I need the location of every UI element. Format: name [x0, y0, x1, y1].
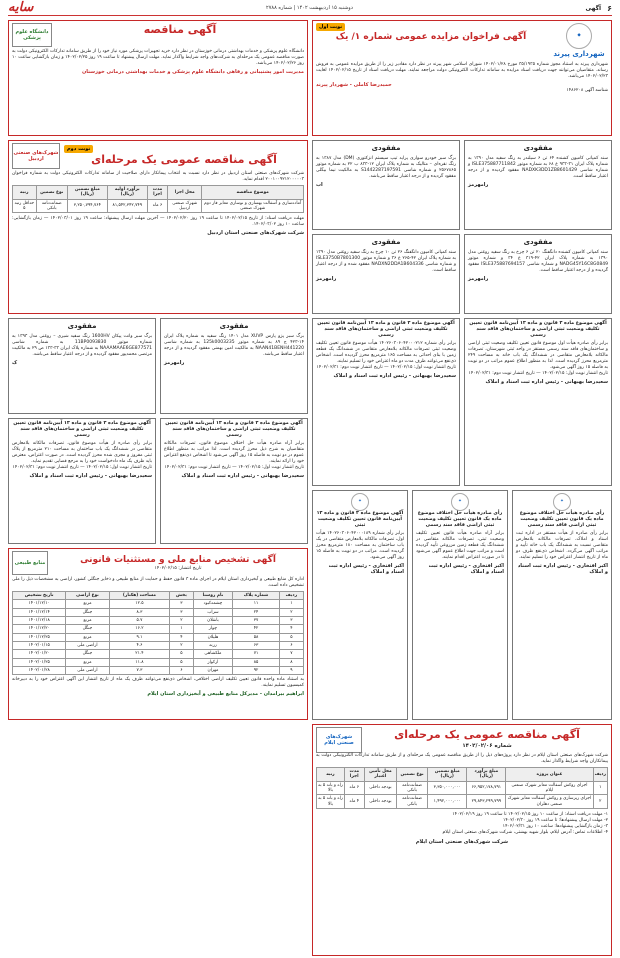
lost-doc-title: مفقودی: [371, 144, 401, 152]
page-header: [8, 2, 612, 16]
notice-sign: سعیدرضا بهبهانی - رئیس اداره ثبت اسناد و املاک: [333, 372, 456, 379]
land-notice-body: برابر رأی شماره ۱۴۰۲۶۰۳۰۶۰۴۲۰۰۰۱۸۹ هیأت اول، تصرفات مالکانه بلامعارض متقاضی در یک باب ساختمان به مساحت ۱۸۰ مترمربع محرز گردیده است. مراتب در دو نوبت به فاصله ۱۵ روز آگهی می‌شود.: [316, 530, 404, 560]
registry-emblem-icon: ✦: [553, 493, 571, 511]
lost-doc-body: برگ سبز پژو پارس XUVP مدل ۱۴۰۱ رنگ سفید به شماره پلاک ایران ۱۴-۴۲۳ ج ۸۹ به شماره موتور 125k0003235 به شماره شاسی NAAN41BENH441220 به مالکیت امین بهمنی مفقود گردیده و از درجه اعتبار ساقط می‌باشد.: [164, 333, 305, 357]
table-cell: ۱: [593, 781, 607, 795]
ilam-tender-ad: [312, 724, 612, 956]
table-cell: ۶ ماه: [147, 199, 167, 213]
table-cell: اجرای زیرسازی و روکش آسفالت معابر شهرک صنعتی دهلران: [507, 796, 592, 807]
table-cell: ۱۴۰۱/۱۲/۲۰: [13, 625, 66, 633]
auction-signature: حمیدرضا کاملی - شهردار پیرند: [316, 81, 392, 88]
ilam-table: [316, 767, 608, 809]
table-cell: ۶: [170, 667, 193, 675]
municipality-logo: ◆: [566, 23, 592, 49]
lost-doc-sign: رامهرمز: [316, 275, 337, 282]
table-cell: ۲۹,۸۴۳,۲۹۹,۷۹۹: [467, 795, 506, 809]
land-notice-1: [512, 490, 612, 720]
land-notice-body: برابر آراء صادره هیأت قانون تعیین تکلیف وضعیت ثبتی، تصرفات مالکانه متقاضی در ششدانگ یک قطعه زمین مزروعی تأیید گردیده است و مراتب جهت اطلاع عموم آگهی می‌شود تا در صورت اعتراض اقدام نمایند.: [416, 530, 504, 560]
table-cell: ضمانت‌نامه بانکی: [397, 795, 428, 809]
ardabil-signature: شرکت شهرک‌های صنعتی استان اردبیل: [207, 230, 304, 237]
issue-date: دوشنبه ۱۵ اردیبهشت ۱۴۰۲ | شماره ۲۷۸۸: [266, 5, 353, 12]
lost-doc-4: [312, 234, 460, 314]
table-cell: ۱۱.۸: [109, 658, 170, 666]
table-header-cell: ردیف: [279, 591, 303, 599]
table-header-cell: عنوان پروژه: [506, 767, 593, 781]
ilam-logo: شهرک‌های صنعتی ایلام: [316, 727, 362, 753]
table-cell: ۳,۲۵۰,۷۹۴,۷۶۴: [67, 199, 107, 213]
table-header-cell: تاریخ تشخیص: [13, 591, 66, 599]
table-row: [13, 667, 304, 675]
registry-notice-3: [8, 418, 156, 544]
lost-doc-sign: اب: [316, 181, 323, 188]
table-header-cell: مدت اجرا: [344, 767, 364, 781]
lost-doc-title: مفقودی: [523, 238, 553, 246]
table-header-cell: نوع اراضی: [66, 591, 109, 599]
table-cell: ۶ ماه: [344, 781, 364, 795]
table-cell: حداقل رتبه ۵: [14, 200, 35, 211]
table-cell: ۱: [279, 600, 303, 608]
table-cell: آماده‌سازی و آسفالت بهسازی و نوسازی معابر فاز دوم شهرک صنعتی: [202, 199, 304, 213]
table-cell: ۷: [279, 650, 303, 658]
land-notice-sign: اکبر افتخاری - رئیس اداره ثبت اسناد و املاک: [428, 562, 504, 575]
table-cell: جنگل: [66, 625, 109, 633]
table-cell: ۱۴۰۱/۱۲/۱۰: [13, 600, 66, 608]
table-row: [13, 650, 304, 658]
table-cell: بودجه داخلی: [364, 795, 396, 809]
ardabil-details: مهلت دریافت اسناد: از تاریخ ۱۴۰۲/۰۲/۱۵ تا ساعت ۱۹ روز ۱۴۰۲/۰۲/۲۰ — آخرین مهلت ارسال پیشنهاد: ساعت ۱۹ روز ۱۴۰۲/۰۳/۰۱ — زمان بازگشایی: ساعت ۱۰ روز ۱۴۰۲/۰۳/۰۲.: [12, 216, 304, 228]
university-logo: دانشگاه علوم پزشکی: [12, 23, 52, 47]
tender-signature: مدیریت امور پشتیبانی و رفاهی دانشگاه علوم پزشکی و خدمات بهداشتی درمانی خوزستان: [82, 68, 304, 75]
table-cell: ۳: [170, 608, 193, 616]
table-header-cell: شماره پلاک: [233, 591, 279, 599]
tender-title: آگهی مناقصه: [143, 23, 217, 36]
table-cell: ۱: [170, 625, 193, 633]
table-cell: ۲: [170, 616, 193, 624]
land-notice-title: رأی صادره هیأت حل اختلاف موضوع ماده یک قانون تعیین تکلیف وضعیت ثبتی اراضی فاقد سند رسمی: [519, 511, 605, 528]
table-header-cell: محل اجرا: [168, 185, 202, 199]
table-cell: ۷.۳: [109, 667, 170, 675]
lost-doc-title: مفقودی: [523, 144, 553, 152]
table-cell: شهرک صنعتی اردبیل: [168, 199, 202, 213]
page-number: ۶: [607, 3, 612, 13]
municipality-name: شهرداری پیرند: [553, 50, 605, 58]
table-row: [317, 795, 608, 809]
lost-doc-5: [8, 318, 156, 414]
notice-title: آگهی موضوع ماده ۳ قانون و ماده ۱۳ آیین‌نامه قانون تعیین تکلیف وضعیت ثبتی اراضی و ساختمان‌های فاقد سند رسمی: [165, 421, 303, 438]
lost-doc-title: مفقودی: [371, 238, 401, 246]
table-cell: ۳۷: [233, 616, 279, 624]
table-cell: مهران: [193, 667, 233, 675]
lost-doc-sign: ک: [12, 359, 18, 366]
ilam-signature: شرکت شهرک‌های صنعتی استان ایلام: [415, 838, 509, 845]
table-cell: ۲۴: [233, 608, 279, 616]
notice-sign: سعیدرضا بهبهانی - رئیس اداره ثبت اسناد و املاک: [181, 472, 304, 479]
land-notice-body: برابر رأی صادره از هیأت مستقر در اداره ثبت اسناد و املاک، تصرفات مالکانه بلامعارض متقاضی نسبت به ششدانگ یک باب خانه تأیید و مراتب آگهی می‌گردد. اشخاص ذی‌نفع ظرف دو ماه از تاریخ انتشار اعتراض خود را تسلیم نمایند.: [516, 530, 608, 560]
lost-doc-1: [464, 140, 612, 230]
table-header-cell: موضوع مناقصه: [202, 185, 304, 199]
table-header-cell: مبلغ تضمین (ریال): [67, 185, 107, 199]
table-header-cell: نام روستا: [193, 591, 233, 599]
table-cell: ۵۸: [233, 633, 279, 641]
table-cell: ۳: [279, 616, 303, 624]
table-cell: اجرای روکش آسفالت معابر شهرک صنعتی ایلام: [506, 781, 593, 795]
ads-grid: [8, 20, 612, 958]
lost-doc-sign: رامهرمز: [468, 275, 489, 282]
table-header-cell: بخش: [170, 591, 193, 599]
table-row: [13, 616, 304, 624]
table-cell: ۵: [170, 658, 193, 666]
table-cell: چشمه‌کبود: [193, 600, 233, 608]
table-cell: ۸: [279, 658, 303, 666]
table-cell: ۵: [170, 650, 193, 658]
natural-resources-signature: ابراهیم بیرامدان - مدیرکل منابع طبیعی و آبخیزداری استان ایلام: [147, 691, 304, 698]
natural-resources-title: آگهی تشخیص منابع ملی و مستثنیات قانونی: [80, 555, 276, 566]
table-cell: ۴۲: [233, 625, 279, 633]
ilam-tender-number: شماره ۱۴۰۲/۰۲/۰۶: [462, 743, 512, 750]
ilam-note-item: ۳- زمان بازگشایی پیشنهادها: ساعت ۱۰ روز ۱۴۰۲/۰۲/۳۱: [502, 823, 608, 829]
table-row: [13, 608, 304, 616]
table-cell: راه و باند ۵ به بالا: [318, 796, 343, 807]
round-badge: نوبت اول: [316, 23, 345, 31]
table-cell: هلیلان: [193, 633, 233, 641]
table-cell: مرتع: [66, 600, 109, 608]
table-cell: ۹۲: [233, 667, 279, 675]
ardabil-tender-ad: [8, 140, 308, 314]
lost-doc-2: [312, 140, 460, 230]
land-notice-sign: اکبر افتخاری - رئیس اداره ثبت اسناد و املاک: [517, 562, 608, 575]
table-cell: ۹: [279, 667, 303, 675]
land-notice-title: رأی صادره هیأت حل اختلاف موضوع ماده یک قانون تعیین تکلیف وضعیت ثبتی اراضی فاقد سند رسمی: [417, 511, 503, 528]
land-notice-title: آگهی موضوع ماده ۳ قانون و ماده ۱۳ آیین‌نامه قانون تعیین تکلیف وضعیت ثبتی: [316, 511, 404, 528]
lost-doc-title: مفقودی: [219, 322, 249, 330]
round-badge: نوبت دوم: [64, 145, 93, 153]
notice-body: برابر آراء صادره هیأت حل اختلاف موضوع قانون، تصرفات مالکانه متقاضیان به شرح ذیل محرز گردیده است. لذا مراتب به منظور اطلاع عموم در دو نوبت به فاصله ۱۵ روز آگهی می‌شود تا اشخاص ذی‌نفع اعتراض خود را ارائه نمایند.: [164, 440, 304, 464]
auction-footer: شناسه آگهی ۱۴۸۶۲۰۸: [566, 87, 608, 93]
table-row: [13, 600, 304, 608]
tender-ad: [8, 20, 308, 136]
ilam-intro: شرکت شهرک‌های صنعتی استان ایلام در نظر دارد پروژه‌های ذیل را از طریق مناقصه عمومی یک مرحله‌ای و از طریق سامانه تدارکات الکترونیکی دولت به پیمانکاران واجد شرایط واگذار نماید.: [316, 753, 608, 764]
notice-dates: تاریخ انتشار نوبت اول: ۱۴۰۲/۰۲/۱۵ — تاریخ انتشار نوبت دوم: ۱۴۰۲/۰۲/۳۱: [164, 464, 304, 470]
lost-doc-3: [464, 234, 612, 314]
ilam-note-item: ۴- اطلاعات تماس: آدرس ایلام، بلوار شهید بهشتی، شرکت شهرک‌های صنعتی استان ایلام: [442, 829, 608, 835]
notice-body: برابر رأی شماره ۱۴۰۲۶۰۳۰۶۰۴۲۰۰۰۲۱۲ هیأت موضوع قانون تعیین تکلیف وضعیت ثبتی تصرفات مالکانه بلامعارض متقاضی در ششدانگ یک قطعه زمین با بنای احداثی به مساحت ۱۶۵ مترمربع محرز گردیده است. اشخاص ذی‌نفع می‌توانند ظرف مدت دو ماه اعتراض خود را تسلیم نمایند.: [316, 340, 457, 364]
registry-emblem-icon: ✦: [451, 493, 469, 511]
auction-ad: [312, 20, 612, 136]
table-cell: ۱,۴۹۲,۰۰۰,۰۰۰: [428, 795, 467, 809]
table-cell: ۲: [170, 642, 193, 650]
table-cell: ۸۵: [233, 658, 279, 666]
table-cell: مرتع: [66, 616, 109, 624]
table-cell: بانقلان: [193, 616, 233, 624]
land-notice-sign: اکبر افتخاری - رئیس اداره ثبت اسناد و املاک: [328, 562, 404, 575]
table-cell: سراب: [193, 608, 233, 616]
table-cell: ۱۴۰۲/۰۱/۲۸: [13, 667, 66, 675]
lost-doc-body: برگ سبز خودرو سواری پراید تیپ سیستم انژکتوری (DM) مدل ۱۳۸۷ به رنگ نقره‌ای – متالیک به شماره پلاک ایران ۱۲-۸۳۳ ب ۲۲ به شماره موتور ۲۵۶۷۸۶۵ و شماره شاسی S1442287197591 به مالکیت نیما بیگلی مفقود گردیده و از درجه اعتبار ساقط می‌باشد.: [316, 155, 456, 179]
newspaper-logo: سایه: [8, 0, 34, 16]
table-cell: ۷۱: [233, 650, 279, 658]
notice-sign: سعیدرضا بهبهانی - رئیس اداره ثبت اسناد و املاک: [485, 378, 608, 385]
table-row: [13, 658, 304, 666]
lost-doc-sign: رامهرمز: [164, 359, 185, 366]
notice-body: برابر رأی صادره هیأت اول موضوع قانون تعیین تکلیف وضعیت ثبتی اراضی و ساختمان‌های فاقد سند رسمی مستقر در واحد ثبتی شهرستان، تصرفات مالکانه بلامعارض متقاضی در ششدانگ یک باب خانه به مساحت ۲۴۹ مترمربع محرز گردیده است. لذا به منظور اطلاع عموم مراتب در دو نوبت به فاصله ۱۵ روز آگهی می‌شود.: [468, 340, 608, 370]
table-cell: ۸.۳: [109, 608, 170, 616]
table-cell: ملکشاهی: [193, 650, 233, 658]
notice-title: آگهی موضوع ماده ۳ قانون و ماده ۱۳ آیین‌نامه قانون تعیین تکلیف وضعیت ثبتی اراضی و ساختمان‌های فاقد سند رسمی: [469, 321, 607, 338]
table-cell: ۱۴۰۱/۱۲/۱۸: [13, 616, 66, 624]
table-cell: ارکواز: [193, 658, 233, 666]
table-cell: ۳: [170, 600, 193, 608]
table-header-cell: مدت اجرا: [147, 185, 167, 199]
table-cell: ۱۴۰۱/۱۲/۱۴: [13, 608, 66, 616]
lost-doc-sign: رامهرمز: [468, 181, 489, 188]
land-notice-3: [312, 490, 408, 720]
table-cell: ۱۴۰۲/۰۱/۱۵: [13, 642, 66, 650]
table-cell: ۱۴۰۲/۰۱/۲۵: [13, 658, 66, 666]
table-cell: زرنه: [193, 642, 233, 650]
table-header-cell: رتبه: [317, 767, 345, 781]
table-cell: ۱۲.۵: [109, 600, 170, 608]
ilam-tender-title: آگهی مناقصه عمومی یک مرحله‌ای: [394, 728, 580, 742]
table-cell: ۵.۷: [109, 616, 170, 624]
table-header-cell: نوع تضمین: [36, 185, 67, 199]
table-cell: ۲۱.۴: [109, 650, 170, 658]
table-header-cell: مبلغ تضمین (ریال): [428, 767, 467, 781]
natural-resources-logo: منابع طبیعی: [12, 551, 48, 575]
table-header-cell: ردیف: [593, 767, 607, 781]
table-cell: ۶۶,۹۵۲,۱۷۸,۷۹۱: [467, 781, 506, 795]
table-cell: اراضی ملی: [66, 642, 109, 650]
notice-dates: تاریخ انتشار نوبت اول: ۱۴۰۲/۰۲/۱۵ — تاریخ انتشار نوبت دوم: ۱۴۰۲/۰۲/۳۱: [468, 370, 608, 376]
natural-resources-date: تاریخ انتشار: ۱۴۰۲/۰۲/۱۵: [154, 566, 202, 572]
table-cell: ۵: [279, 633, 303, 641]
table-cell: ۶: [279, 642, 303, 650]
natural-resources-ad: [8, 548, 308, 720]
table-row: [13, 642, 304, 650]
table-header-cell: نوع تضمین: [397, 767, 428, 781]
natural-resources-footer: به استناد ماده واحده قانون تعیین تکلیف اراضی اختلافی، اشخاص ذی‌نفع می‌توانند ظرف یک ماه از تاریخ انتشار این آگهی اعتراض خود را به دبیرخانه کمیسیون تسلیم نمایند.: [12, 677, 304, 689]
notice-body: برابر رأی صادره از هیأت موضوع قانون، تصرفات مالکانه بلامعارض متقاضی در ششدانگ یک باب ساختمان به مساحت ۲۱۰ مترمربع از پلاک ثبتی مفروز و مجزی شده محرز گردیده است. در صورت اعتراض، معترض باید ظرف یک ماه دادخواست خود را به مرجع قضایی تقدیم نماید.: [12, 440, 152, 464]
table-cell: ۲: [279, 608, 303, 616]
table-cell: ۶۳: [233, 642, 279, 650]
lost-doc-body: سند کمپانی کامیون کشنده ۶۴ تن ۶ سیلندر به رنگ سفید مدل ۱۳۹۰ به شماره پلاک ایران ۳۱-۹۳۳ ع ۶۸ به شماره موتور ISLE375887711842 و شماره شاسی NADXK3DD1ZB8601429 مفقود گردیده و از درجه اعتبار ساقط است.: [468, 155, 609, 179]
lost-doc-body: سند کمپانی کامیون کشنده دانگفنگ ۲۰ تن ۶ چرخ به رنگ سفید روغنی مدل ۱۳۹۰ به شماره پلاک ایران ۴۲-۳۱۹ ع ۳۴ و شماره موتور NADG45Y16C8G0849 و شماره شاسی ISLE375887694157 مفقود گردیده و از درجه اعتبار ساقط است.: [468, 249, 608, 273]
natural-resources-table: [12, 591, 304, 676]
auction-body: شهرداری پیرند به استناد مجوز شماره ۳۵/۱۹۳۵ مورخ ۱۴۰۲/۰۱/۲۸ شورای اسلامی شهر پیرند در نظر دارد مقادیر زیر را از طریق مزایده عمومی به فروش رساند. متقاضیان می‌توانند جهت دریافت اسناد مزایده به سامانه تدارکات الکترونیکی دولت مراجعه نمایند. مهلت دریافت اسناد از تاریخ ۱۴۰۲/۰۲/۱۵ لغایت ۱۴۰۲/۰۲/۲۳ می‌باشد.: [316, 61, 608, 79]
ilam-note-item: ۱- مهلت دریافت اسناد: از ساعت ۱۰ روز ۱۴۰۲/۰۲/۱۵ تا ساعت ۱۹ روز ۱۴۰۲/۰۲/۱۹: [452, 812, 608, 818]
table-cell: جنگل: [66, 608, 109, 616]
registry-notice-2: [312, 318, 460, 486]
ilam-notes: [316, 812, 608, 836]
table-cell: ۱۶.۲: [109, 625, 170, 633]
table-cell: مرتع: [66, 658, 109, 666]
table-cell: ۹.۱: [109, 633, 170, 641]
table-header-cell: محل تأمین اعتبار: [364, 767, 396, 781]
lost-doc-6: [160, 318, 308, 414]
table-cell: ضمانت‌نامه بانکی: [397, 781, 428, 795]
table-row: [13, 625, 304, 633]
table-header-cell: مبلغ برآورد (ریال): [467, 767, 506, 781]
table-cell: راه و باند ۵ به بالا: [318, 782, 343, 793]
ardabil-table: [12, 185, 304, 213]
table-cell: چوار: [193, 625, 233, 633]
table-cell: ۱۴۰۲/۰۱/۲۰: [13, 650, 66, 658]
table-cell: ۱۱: [233, 600, 279, 608]
natural-resources-intro: اداره کل منابع طبیعی و آبخیزداری استان ایلام در اجرای ماده ۳ قانون حفظ و حمایت از منابع طبیعی و ذخایر جنگلی کشور، اراضی به مشخصات ذیل را ملی تشخیص داده است.: [12, 577, 304, 588]
table-header-cell: برآورد اولیه (ریال): [107, 185, 147, 199]
table-row: [317, 781, 608, 795]
table-cell: ضمانت‌نامه بانکی: [36, 199, 67, 213]
table-cell: ۸۱,۵۴۲,۳۴۲,۷۴۹: [107, 199, 147, 213]
table-cell: ۴ ماه: [344, 795, 364, 809]
land-notice-2: [412, 490, 508, 720]
table-cell: جنگل: [66, 650, 109, 658]
notice-dates: تاریخ انتشار نوبت اول: ۱۴۰۲/۰۲/۱۵ — تاریخ انتشار نوبت دوم: ۱۴۰۲/۰۲/۳۱: [12, 464, 152, 470]
notice-title: آگهی موضوع ماده ۳ قانون و ماده ۱۳ آیین‌نامه قانون تعیین تکلیف وضعیت ثبتی اراضی و ساختمان‌های فاقد سند رسمی: [13, 421, 151, 438]
ardabil-intro: شرکت شهرک‌های صنعتی استان اردبیل در نظر دارد نسبت به انتخاب پیمانکار دارای صلاحیت از سامانه تدارکات الکترونیکی دولت به شماره فراخوان ۲۰۰۱۰۰۹۲۱۲۰۰۰۰۰۳ اقدام نماید.: [12, 171, 304, 182]
industrial-logo: شهرک‌های صنعتی اردبیل: [12, 143, 60, 169]
table-cell: ۱۴۰۱/۱۲/۲۵: [13, 633, 66, 641]
table-cell: اراضی ملی: [66, 667, 109, 675]
registry-emblem-icon: ✦: [351, 493, 369, 511]
notice-sign: سعیدرضا بهبهانی - رئیس اداره ثبت اسناد و املاک: [29, 472, 152, 479]
section-label: آگهی: [585, 4, 602, 12]
table-cell: ۲: [593, 795, 607, 809]
table-cell: ۳,۳۵۰,۰۰۰,۰۰۰: [428, 781, 467, 795]
table-row: [13, 633, 304, 641]
registry-notice-1: [464, 318, 612, 486]
table-header-cell: مساحت (هکتار): [109, 591, 170, 599]
notice-title: آگهی موضوع ماده ۳ قانون و ماده ۱۳ آیین‌نامه قانون تعیین تکلیف وضعیت ثبتی اراضی و ساختمان‌های فاقد سند رسمی: [317, 321, 455, 338]
table-cell: مرتع: [66, 633, 109, 641]
notice-dates: تاریخ انتشار نوبت اول: ۱۴۰۲/۰۲/۱۵ — تاریخ انتشار نوبت دوم: ۱۴۰۲/۰۲/۳۱: [316, 364, 456, 370]
table-header-cell: رتبه: [13, 185, 37, 199]
lost-doc-title: مفقودی: [67, 322, 97, 330]
table-cell: ۴.۶: [109, 642, 170, 650]
tender-body: دانشگاه علوم پزشکی و خدمات بهداشتی درمانی خوزستان در نظر دارد خرید تجهیزات پزشکی مورد نیاز خود را از طریق سامانه تدارکات الکترونیکی دولت به صورت مناقصه عمومی یک مرحله‌ای به شرکت‌های واجد شرایط واگذار نماید. مهلت ارسال پیشنهاد تا ساعت ۱۹ روز ۱۴۰۲/۰۲/۲۵ و زمان بازگشایی ساعت ۱۰ روز ۱۴۰۲/۰۲/۲۶ می‌باشد.: [12, 49, 304, 66]
table-row: [13, 199, 304, 213]
table-cell: ۴: [170, 633, 193, 641]
ardabil-tender-title: آگهی مناقصه عمومی یک مرحله‌ای: [91, 153, 277, 167]
ilam-note-item: ۲- مهلت ارسال پیشنهادها: تا ساعت ۱۹ روز ۱۴۰۲/۰۲/۳۰: [502, 817, 608, 823]
auction-title: آگهی فراخوان مزایده عمومی شماره ۱/ یک: [335, 32, 527, 43]
lost-doc-body: برگ سبز وانت پیکان 1600HV رنگ سفید شیری – روغنی مدل ۱۳۹۳ به شماره موتور 11BP0093830 به شماره شاسی NAAAMAAE6GE877571 به شماره پلاک ایران ۳۳-۱۳۳ ص ۲۹ به مالکیت مرتضی محمدپور مفقود گردیده و از درجه اعتبار ساقط می‌باشد.: [12, 333, 152, 357]
table-cell: ۴: [279, 625, 303, 633]
lost-doc-body: سند کمپانی کامیون دانگفنگ ۲۶ تن ۱۰ چرخ به رنگ سفید روغنی مدل ۱۳۹۰ به شماره پلاک ایران ۴۲-۲۶۵ ع ۳۶ و شماره موتور ISLE3750B7801300 و شماره شاسی NADXN2DDA1B604336 مفقود شده و از درجه اعتبار ساقط است.: [316, 249, 457, 273]
registry-notice-4: [160, 418, 308, 544]
table-cell: بودجه داخلی: [364, 781, 396, 795]
